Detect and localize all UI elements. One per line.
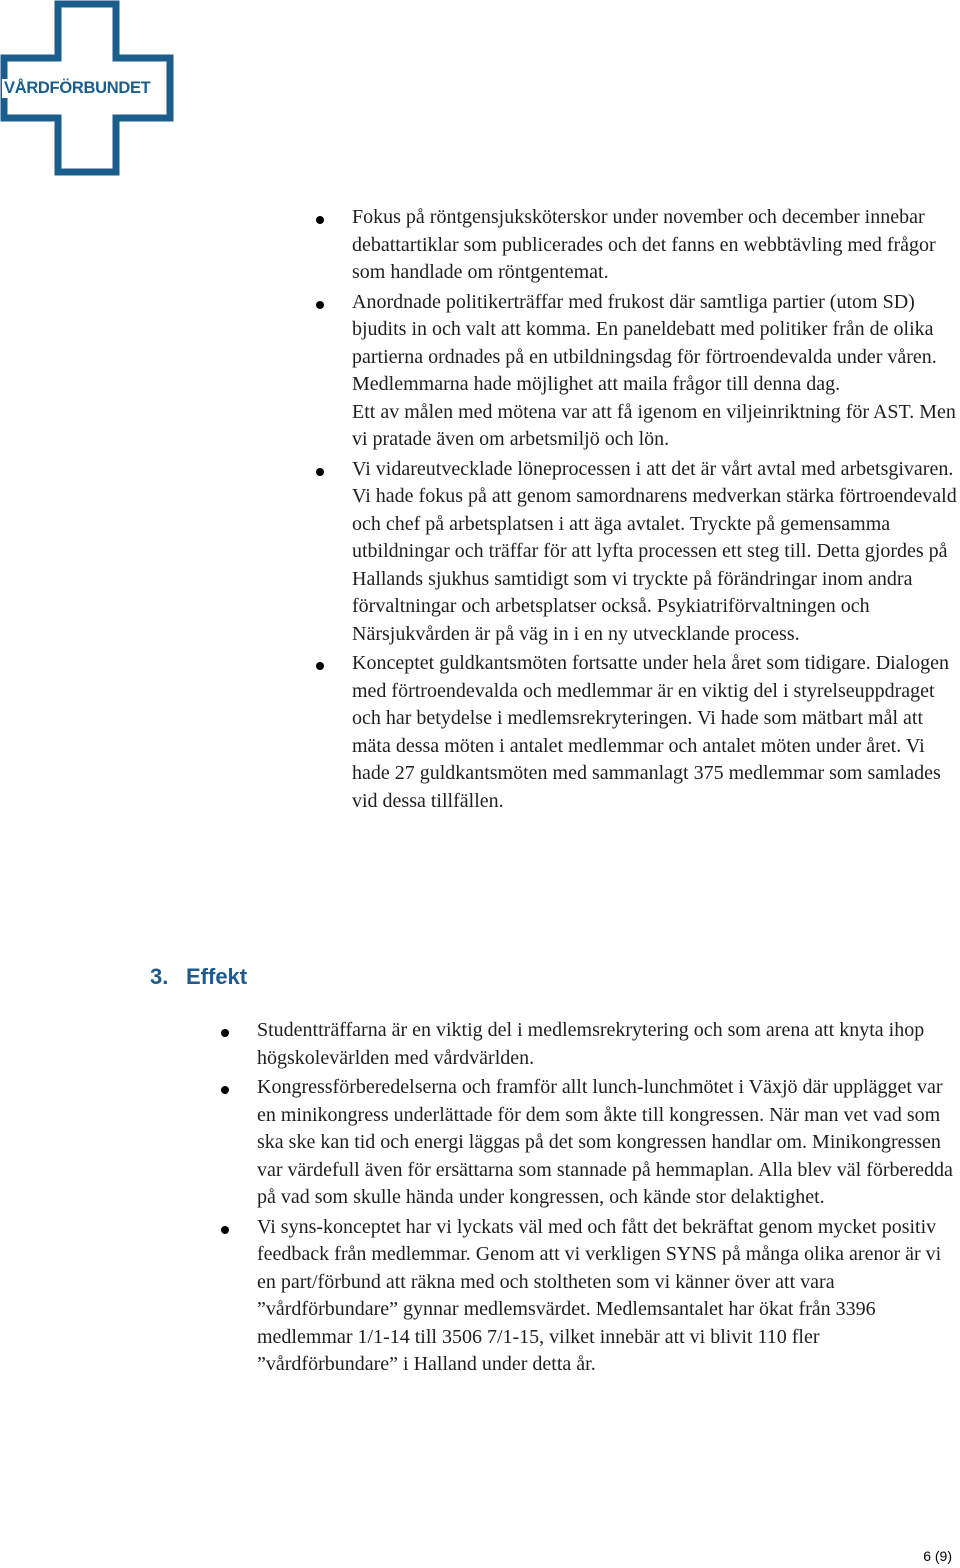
bullet-icon [221,1226,229,1234]
section-number: 3. [150,964,169,989]
activity-list [352,204,960,817]
bullet-icon [221,1029,229,1037]
bullet-icon [316,301,324,309]
bullet-icon [316,468,324,476]
list-item [352,456,960,649]
section-title: Effekt [186,964,248,989]
page-number: 6 (9) [923,1548,952,1564]
vardforbundet-logo [0,0,175,178]
list-item-text: Konceptet guldkantsmöten fortsatte under hela året som tidigare. Dialogen med förtroendevalda och medlemmar är en viktig del i styrelseuppdraget och har betydelse i medlemsrekryteringen. Vi hade som mätbart mål att mäta dessa möten i antalet medlemmar och antalet möten under året. Vi hade 27 guldkantsmöten med sammanlagt 375 medlemmar som samlades vid dessa tillfällen. [352,652,950,812]
list-item [352,204,960,287]
bullet-icon [316,662,324,670]
list-item-text: Vi vidareutvecklade löneprocessen i att det är vårt avtal med arbetsgivaren. Vi hade fokus på att genom samordnarens medverkan stärka förtroendevald och chef på arbetsplatsen i att äga avtalet. Tryckte på gemensamma utbildningar och träffar för att lyfta processen ett steg till. Detta gjordes på Hallands sjukhus samtidigt som vi tryckte på förändringar inom andra förvaltningar och arbetsplatser också. Psykiatriförvaltningen och Närsjukvården är på väg in i en ny utvecklande process. [352,457,957,645]
list-item-text: Vi syns-konceptet har vi lyckats väl med och fått det bekräftat genom mycket positiv feedback från medlemmar. Genom att vi verkligen SYNS på många olika arenor är vi en part/förbund att räkna med och stoltheten som vi känner över att vara ”vårdförbundare” gynnar medlemsvärdet. Medlemsantalet har ökat från 3396 medlemmar 1/1-14 till 3506 7/1-15, vilket innebär att vi blivit 110 fler ”vårdförbundare” i Halland under detta år. [257,1215,942,1375]
logo-text: VÅRDFÖRBUNDET [4,79,151,97]
list-item [257,1017,957,1072]
bullet-icon [221,1086,229,1094]
list-item [257,1214,957,1379]
list-item-text: Anordnade politikerträffar med frukost där samtliga partier (utom SD) bjudits in och valt att komma. En paneldebatt med politiker från de olika partierna ordnades på en utbildningsdag för förtroendevalda under våren. Medlemmarna hade möjlighet att maila frågor till denna dag. [352,290,937,395]
list-item [352,650,960,815]
list-item [257,1074,957,1212]
bullet-icon [316,216,324,224]
effect-list [257,1017,957,1381]
section-heading [150,964,247,990]
list-item-text: Ett av målen med mötena var att få igenom en viljeinriktning för AST. Men vi pratade även om arbetsmiljö och lön. [352,400,956,450]
list-item-text: Fokus på röntgensjuksköterskor under november och december innebar debattartiklar som publicerades och det fanns en webbtävling med frågor som handlade om röntgentemat. [352,206,936,283]
list-item-text: Kongressförberedelserna och framför allt lunch-lunchmötet i Växjö där upplägget var en minikongress underlättade för dem som åkte till kongressen. När man vet vad som ska ske kan tid och energi läggas på det som kongressen handlar om. Minikongressen var värdefull även för ersättarna som stannade på hemmaplan. Alla blev väl förberedda på vad som skulle hända under kongressen, och kände stor delaktighet. [257,1076,953,1208]
list-item [352,289,960,454]
list-item-text: Studentträffarna är en viktig del i medlemsrekrytering och som arena att knyta ihop högskolevärlden med vårdvärlden. [257,1019,925,1069]
